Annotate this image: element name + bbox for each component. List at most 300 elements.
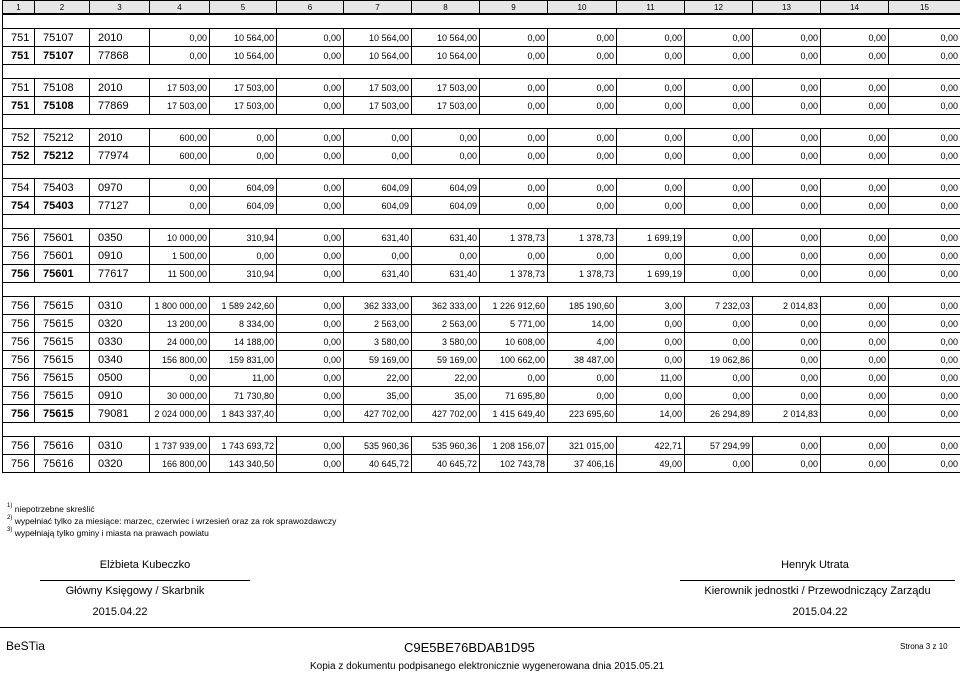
table-cell: 0,00 — [889, 247, 960, 265]
table-cell: 0,00 — [889, 387, 960, 405]
table-cell: 0,00 — [889, 197, 960, 215]
table-cell: 14,00 — [617, 405, 685, 423]
table-cell: 59 169,00 — [344, 351, 412, 369]
left-signer-name: Elżbieta Kubeczko — [99, 559, 191, 571]
table-cell: 0,00 — [277, 79, 344, 97]
table-cell: 0,00 — [821, 129, 889, 147]
table-cell: 0,00 — [753, 333, 821, 351]
table-cell: 0,00 — [277, 147, 344, 165]
table-cell: 223 695,60 — [548, 405, 617, 423]
table-cell: 1 699,19 — [617, 265, 685, 283]
table-cell: 0,00 — [685, 129, 753, 147]
header-cell: 8 — [412, 1, 480, 15]
table-cell: 59 169,00 — [412, 351, 480, 369]
table-cell: 3,00 — [617, 297, 685, 315]
table-cell: 26 294,89 — [685, 405, 753, 423]
group-separator — [3, 165, 960, 179]
table-cell: 37 406,16 — [548, 455, 617, 473]
table-cell: 0,00 — [889, 315, 960, 333]
table-cell: 0,00 — [889, 229, 960, 247]
table-cell: 102 743,78 — [480, 455, 548, 473]
table-cell: 40 645,72 — [412, 455, 480, 473]
table-cell: 0,00 — [821, 229, 889, 247]
report-table — [2, 0, 960, 473]
table-cell: 0,00 — [685, 97, 753, 115]
table-cell: 0,00 — [617, 29, 685, 47]
table-cell: 77617 — [90, 265, 150, 283]
table-cell: 0,00 — [548, 369, 617, 387]
table-cell: 0,00 — [753, 247, 821, 265]
table-cell: 0,00 — [685, 247, 753, 265]
table-cell: 17 503,00 — [412, 97, 480, 115]
table-cell: 0,00 — [889, 179, 960, 197]
table-cell: 17 503,00 — [210, 79, 277, 97]
table-cell: 75107 — [35, 47, 90, 65]
right-signer-role: Kierownik jednostki / Przewodniczący Zarządu — [704, 585, 931, 597]
table-cell: 100 662,00 — [480, 351, 548, 369]
table-cell: 10 564,00 — [210, 29, 277, 47]
table-cell: 535 960,36 — [412, 437, 480, 455]
table-cell: 0,00 — [480, 179, 548, 197]
table-cell: 75107 — [35, 29, 90, 47]
table-cell: 75601 — [35, 229, 90, 247]
table-cell: 0,00 — [889, 369, 960, 387]
table-cell: 5 771,00 — [480, 315, 548, 333]
table-cell: 11 500,00 — [150, 265, 210, 283]
table-cell: 0,00 — [889, 29, 960, 47]
table-cell: 0,00 — [753, 455, 821, 473]
table-cell: 751 — [3, 97, 35, 115]
table-cell: 79081 — [90, 405, 150, 423]
table-cell: 752 — [3, 147, 35, 165]
table-cell: 0,00 — [480, 79, 548, 97]
header-cell: 9 — [480, 1, 548, 15]
table-cell: 0,00 — [277, 455, 344, 473]
table-cell: 631,40 — [344, 229, 412, 247]
table-cell: 0,00 — [480, 247, 548, 265]
table-row — [3, 247, 960, 265]
footer-note: Kopia z dokumentu podpisanego elektronicznie wygenerowana dnia 2015.05.21 — [310, 661, 665, 672]
table-cell: 10 564,00 — [210, 47, 277, 65]
table-cell: 0,00 — [548, 79, 617, 97]
table-cell: 0,00 — [889, 351, 960, 369]
table-cell: 0,00 — [150, 179, 210, 197]
table-cell: 0,00 — [685, 265, 753, 283]
table-cell: 75403 — [35, 197, 90, 215]
table-cell: 1 415 649,40 — [480, 405, 548, 423]
table-cell: 1 378,73 — [548, 229, 617, 247]
table-cell: 11,00 — [617, 369, 685, 387]
table-cell: 2010 — [90, 129, 150, 147]
footnote: $^{1)}$ niepotrzebne skreślić — [7, 503, 95, 514]
table-cell: 0,00 — [617, 129, 685, 147]
table-cell: 0,00 — [821, 29, 889, 47]
table-cell: 0,00 — [480, 369, 548, 387]
table-cell: 0,00 — [685, 229, 753, 247]
table-cell: 0,00 — [277, 387, 344, 405]
table-cell: 756 — [3, 333, 35, 351]
table-cell: 0,00 — [889, 97, 960, 115]
table-cell: 362 333,00 — [344, 297, 412, 315]
table-cell: 17 503,00 — [210, 97, 277, 115]
table-cell: 756 — [3, 369, 35, 387]
table-cell: 0310 — [90, 437, 150, 455]
table-cell: 0,00 — [548, 129, 617, 147]
table-cell: 0,00 — [753, 179, 821, 197]
table-cell: 166 800,00 — [150, 455, 210, 473]
table-cell: 13 200,00 — [150, 315, 210, 333]
table-cell: 0,00 — [753, 147, 821, 165]
table-cell: 604,09 — [344, 179, 412, 197]
header-cell: 10 — [548, 1, 617, 15]
table-cell: 0,00 — [821, 47, 889, 65]
table-cell: 1 378,73 — [480, 265, 548, 283]
table-cell: 0,00 — [821, 315, 889, 333]
table-cell: 8 334,00 — [210, 315, 277, 333]
table-cell: 0,00 — [889, 437, 960, 455]
table-cell: 1 378,73 — [548, 265, 617, 283]
header-cell: 11 — [617, 1, 685, 15]
table-cell: 0,00 — [889, 79, 960, 97]
table-cell: 1 500,00 — [150, 247, 210, 265]
table-cell: 0,00 — [753, 437, 821, 455]
table-cell: 0,00 — [150, 47, 210, 65]
table-cell: 75615 — [35, 387, 90, 405]
table-cell: 4,00 — [548, 333, 617, 351]
footer-code: C9E5BE76BDAB1D95 — [404, 640, 535, 655]
table-cell: 19 062,86 — [685, 351, 753, 369]
table-cell: 631,40 — [412, 265, 480, 283]
table-row — [3, 179, 960, 197]
table-cell: 0,00 — [150, 369, 210, 387]
table-cell: 0,00 — [548, 47, 617, 65]
table-cell: 0330 — [90, 333, 150, 351]
table-row — [3, 455, 960, 473]
table-cell: 0,00 — [412, 129, 480, 147]
table-cell: 159 831,00 — [210, 351, 277, 369]
group-separator — [3, 14, 960, 29]
table-cell: 600,00 — [150, 147, 210, 165]
table-cell: 0970 — [90, 179, 150, 197]
table-cell: 0,00 — [821, 297, 889, 315]
table-cell: 10 564,00 — [344, 29, 412, 47]
table-cell: 75108 — [35, 79, 90, 97]
table-cell: 0,00 — [821, 333, 889, 351]
table-cell: 75615 — [35, 351, 90, 369]
table-cell: 0,00 — [889, 147, 960, 165]
table-cell: 0,00 — [617, 333, 685, 351]
table-row — [3, 29, 960, 47]
table-cell: 535 960,36 — [344, 437, 412, 455]
table-cell: 2 563,00 — [344, 315, 412, 333]
table-cell: 2010 — [90, 79, 150, 97]
signature-line — [680, 580, 955, 581]
group-separator — [3, 65, 960, 79]
table-cell: 752 — [3, 129, 35, 147]
table-cell: 756 — [3, 229, 35, 247]
total-row — [3, 97, 960, 115]
footer-page: Strona 3 z 10 — [900, 642, 948, 651]
table-cell: 0910 — [90, 387, 150, 405]
table-cell: 0,00 — [617, 79, 685, 97]
table-cell: 427 702,00 — [412, 405, 480, 423]
table-cell: 0,00 — [412, 147, 480, 165]
table-cell: 0320 — [90, 455, 150, 473]
table-cell: 0,00 — [277, 29, 344, 47]
table-cell: 0,00 — [617, 147, 685, 165]
table-cell: 75601 — [35, 247, 90, 265]
table-cell: 0,00 — [821, 455, 889, 473]
table-cell: 0,00 — [412, 247, 480, 265]
table-cell: 0,00 — [685, 29, 753, 47]
table-cell: 10 000,00 — [150, 229, 210, 247]
table-cell: 49,00 — [617, 455, 685, 473]
table-cell: 0,00 — [821, 247, 889, 265]
table-cell: 0,00 — [685, 333, 753, 351]
left-signer-role: Główny Księgowy / Skarbnik — [65, 585, 205, 597]
table-cell: 57 294,99 — [685, 437, 753, 455]
table-cell: 75615 — [35, 315, 90, 333]
table-cell: 17 503,00 — [150, 79, 210, 97]
table-cell: 0,00 — [480, 147, 548, 165]
group-separator — [3, 115, 960, 129]
table-cell: 0,00 — [210, 247, 277, 265]
table-row — [3, 297, 960, 315]
table-cell: 0,00 — [685, 387, 753, 405]
table-cell: 0320 — [90, 315, 150, 333]
table-cell: 17 503,00 — [150, 97, 210, 115]
table-cell: 754 — [3, 197, 35, 215]
table-cell: 600,00 — [150, 129, 210, 147]
table-cell: 10 608,00 — [480, 333, 548, 351]
table-cell: 75616 — [35, 455, 90, 473]
table-cell: 0,00 — [617, 97, 685, 115]
footer-system: BeSTia — [6, 639, 45, 653]
table-cell: 0,00 — [889, 265, 960, 283]
table-cell: 75615 — [35, 369, 90, 387]
table-cell: 0,00 — [277, 437, 344, 455]
table-cell: 0,00 — [753, 315, 821, 333]
table-cell: 0,00 — [753, 387, 821, 405]
table-cell: 756 — [3, 437, 35, 455]
table-cell: 0,00 — [210, 147, 277, 165]
table-cell: 1 743 693,72 — [210, 437, 277, 455]
table-cell: 756 — [3, 387, 35, 405]
table-cell: 751 — [3, 47, 35, 65]
table-row — [3, 437, 960, 455]
table-cell: 0,00 — [617, 197, 685, 215]
table-cell: 0,00 — [480, 47, 548, 65]
table-cell: 2 014,83 — [753, 297, 821, 315]
table-cell: 1 226 912,60 — [480, 297, 548, 315]
total-row — [3, 197, 960, 215]
table-cell: 0,00 — [277, 315, 344, 333]
table-cell: 75403 — [35, 179, 90, 197]
table-cell: 35,00 — [412, 387, 480, 405]
signature-line — [40, 580, 250, 581]
table-cell: 10 564,00 — [344, 47, 412, 65]
table-cell: 2010 — [90, 29, 150, 47]
table-cell: 0,00 — [277, 47, 344, 65]
table-row — [3, 369, 960, 387]
table-cell: 0,00 — [889, 455, 960, 473]
table-cell: 0,00 — [548, 29, 617, 47]
group-separator — [3, 423, 960, 437]
table-cell: 0,00 — [277, 197, 344, 215]
table-cell: 631,40 — [412, 229, 480, 247]
table-cell: 38 487,00 — [548, 351, 617, 369]
table-cell: 1 208 156,07 — [480, 437, 548, 455]
table-cell: 0,00 — [480, 129, 548, 147]
table-cell: 756 — [3, 405, 35, 423]
table-cell: 631,40 — [344, 265, 412, 283]
table-cell: 0,00 — [344, 247, 412, 265]
table-cell: 40 645,72 — [344, 455, 412, 473]
group-separator — [3, 215, 960, 229]
table-cell: 0,00 — [344, 129, 412, 147]
table-cell: 2 563,00 — [412, 315, 480, 333]
table-cell: 0,00 — [753, 79, 821, 97]
table-cell: 0,00 — [277, 351, 344, 369]
right-signer-date: 2015.04.22 — [792, 606, 848, 618]
table-cell: 0,00 — [821, 437, 889, 455]
header-cell: 12 — [685, 1, 753, 15]
header-cell: 15 — [889, 1, 960, 15]
table-cell: 0,00 — [889, 405, 960, 423]
table-cell: 7 232,03 — [685, 297, 753, 315]
table-cell: 0,00 — [685, 179, 753, 197]
table-cell: 604,09 — [210, 179, 277, 197]
header-cell: 13 — [753, 1, 821, 15]
table-cell: 2 024 000,00 — [150, 405, 210, 423]
table-cell: 0,00 — [277, 247, 344, 265]
table-cell: 1 699,19 — [617, 229, 685, 247]
table-cell: 0910 — [90, 247, 150, 265]
table-cell: 427 702,00 — [344, 405, 412, 423]
table-cell: 0,00 — [210, 129, 277, 147]
table-cell: 0,00 — [150, 29, 210, 47]
header-cell: 4 — [150, 1, 210, 15]
left-signer-date: 2015.04.22 — [92, 606, 148, 618]
table-cell: 0,00 — [548, 97, 617, 115]
table-cell: 0,00 — [548, 247, 617, 265]
table-cell: 604,09 — [412, 197, 480, 215]
table-cell: 0,00 — [277, 179, 344, 197]
table-cell: 756 — [3, 265, 35, 283]
table-cell: 75616 — [35, 437, 90, 455]
table-cell: 0,00 — [753, 229, 821, 247]
total-row — [3, 265, 960, 283]
table-cell: 0,00 — [277, 369, 344, 387]
table-cell: 0,00 — [685, 455, 753, 473]
table-cell: 24 000,00 — [150, 333, 210, 351]
table-cell: 1 589 242,60 — [210, 297, 277, 315]
table-cell: 0,00 — [889, 297, 960, 315]
table-cell: 751 — [3, 29, 35, 47]
table-row — [3, 351, 960, 369]
table-cell: 310,94 — [210, 265, 277, 283]
table-cell: 0,00 — [277, 333, 344, 351]
table-cell: 75108 — [35, 97, 90, 115]
header-cell: 14 — [821, 1, 889, 15]
table-cell: 3 580,00 — [412, 333, 480, 351]
table-cell: 756 — [3, 315, 35, 333]
table-cell: 0,00 — [753, 97, 821, 115]
table-cell: 604,09 — [344, 197, 412, 215]
table-cell: 0,00 — [277, 129, 344, 147]
table-cell: 0,00 — [617, 247, 685, 265]
table-cell: 0,00 — [277, 297, 344, 315]
table-cell: 0,00 — [753, 351, 821, 369]
table-cell: 0,00 — [617, 387, 685, 405]
table-cell: 0,00 — [821, 97, 889, 115]
table-cell: 0350 — [90, 229, 150, 247]
table-cell: 11,00 — [210, 369, 277, 387]
header-cell: 3 — [90, 1, 150, 15]
table-cell: 17 503,00 — [344, 79, 412, 97]
table-cell: 35,00 — [344, 387, 412, 405]
table-cell: 751 — [3, 79, 35, 97]
table-cell: 0,00 — [685, 197, 753, 215]
table-cell: 0,00 — [548, 179, 617, 197]
table-cell: 604,09 — [210, 197, 277, 215]
table-cell: 0,00 — [548, 387, 617, 405]
header-cell: 2 — [35, 1, 90, 15]
table-cell: 0,00 — [617, 315, 685, 333]
table-cell: 0,00 — [617, 179, 685, 197]
header-cell: 5 — [210, 1, 277, 15]
header-cell: 6 — [277, 1, 344, 15]
table-cell: 71 695,80 — [480, 387, 548, 405]
table-cell: 75615 — [35, 405, 90, 423]
table-cell: 0,00 — [617, 47, 685, 65]
table-row — [3, 333, 960, 351]
group-separator — [3, 283, 960, 297]
table-cell: 0,00 — [821, 405, 889, 423]
table-cell: 0,00 — [889, 333, 960, 351]
table-cell: 0,00 — [150, 197, 210, 215]
table-cell: 0,00 — [753, 29, 821, 47]
table-cell: 0,00 — [821, 387, 889, 405]
table-cell: 77868 — [90, 47, 150, 65]
table-cell: 604,09 — [412, 179, 480, 197]
table-cell: 0,00 — [685, 79, 753, 97]
table-cell: 0,00 — [548, 197, 617, 215]
table-cell: 3 580,00 — [344, 333, 412, 351]
table-cell: 422,71 — [617, 437, 685, 455]
report-table-body — [3, 1, 960, 473]
table-cell: 185 190,60 — [548, 297, 617, 315]
table-cell: 0,00 — [277, 405, 344, 423]
footnote: $^{3)}$ wypełniają tylko gminy i miasta na prawach powiatu — [7, 527, 209, 538]
table-cell: 0,00 — [480, 197, 548, 215]
table-cell: 17 503,00 — [344, 97, 412, 115]
table-cell: 321 015,00 — [548, 437, 617, 455]
total-row — [3, 147, 960, 165]
table-cell: 0,00 — [277, 97, 344, 115]
table-row — [3, 315, 960, 333]
table-cell: 77869 — [90, 97, 150, 115]
table-cell: 75615 — [35, 297, 90, 315]
table-cell: 75212 — [35, 147, 90, 165]
table-cell: 0,00 — [277, 229, 344, 247]
table-cell: 756 — [3, 455, 35, 473]
table-cell: 17 503,00 — [412, 79, 480, 97]
table-cell: 1 800 000,00 — [150, 297, 210, 315]
total-row — [3, 47, 960, 65]
table-cell: 0,00 — [685, 47, 753, 65]
table-cell: 22,00 — [344, 369, 412, 387]
